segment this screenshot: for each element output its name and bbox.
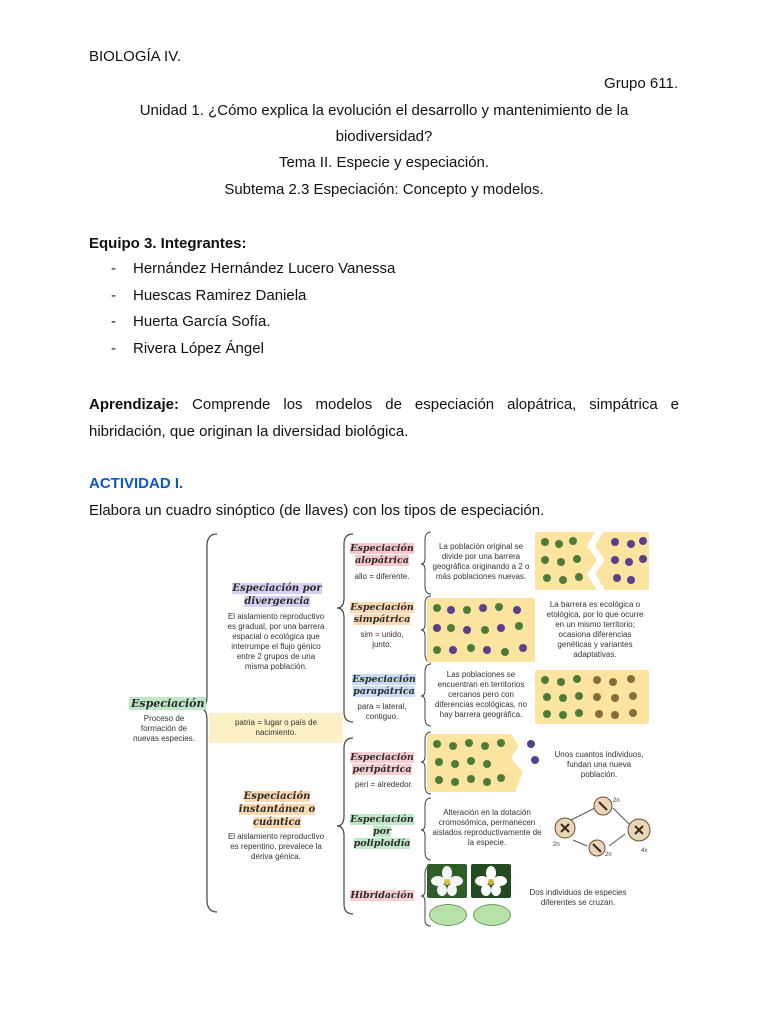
list-item: [89, 312, 395, 339]
flower-icon: [427, 864, 467, 898]
parapatrica-population-image: [535, 670, 649, 724]
simpatrica-desc-line: adaptativas.: [573, 650, 617, 659]
learning-line-1: [89, 395, 679, 415]
simpatrica-desc-line: ocasiona diferencias: [558, 630, 632, 639]
patria-note-line: patria = lugar o país de: [234, 718, 318, 727]
parapatrica-etym-line: para = lateral,: [357, 702, 407, 711]
parapatrica-desc-line: encuentran en territorios: [437, 680, 525, 689]
parapatrica-desc-line: cercanos pero con: [448, 690, 514, 699]
root-desc-line: nuevas especies.: [133, 734, 195, 743]
poliploidia-cells-image: [553, 796, 653, 858]
list-item: [89, 259, 395, 286]
flower-image-1: [427, 864, 467, 898]
member-name: Rivera López Ángel: [133, 339, 264, 357]
learning-text-1: Comprende los modelos de especiación alopátrica, simpátrica e: [192, 396, 679, 413]
poliploidia-desc: [425, 808, 549, 848]
divergence-desc-line: interrumpe el flujo génico: [231, 642, 321, 651]
simpatrica-desc-line: La barrera es ecológica o: [549, 600, 641, 609]
parapatrica-desc: [429, 670, 533, 720]
parapatrica-title: [347, 674, 421, 698]
root-desc-line: formación de: [140, 724, 188, 733]
instant-desc: [209, 832, 343, 862]
peripatrica-desc-line: población.: [580, 770, 618, 779]
member-list: [89, 259, 395, 365]
alopatrica-title: [347, 543, 417, 567]
peripatrica-desc: [545, 750, 653, 780]
simpatrica-population-image: [427, 598, 535, 662]
seed-image-2: [473, 904, 511, 926]
subtopic-line: Subtema 2.3 Especiación: Concepto y modelos.: [224, 181, 544, 198]
poliploidia-title-line: Especiación: [350, 814, 414, 825]
simpatrica-title: [347, 602, 417, 626]
root-title: Especiación: [131, 697, 205, 710]
peripatrica-title: [347, 752, 417, 776]
bullet-dash: -: [111, 313, 116, 330]
alopatrica-population-image: [535, 532, 649, 590]
flower-icon: [471, 864, 511, 898]
population-dots: [427, 598, 535, 662]
parapatrica-etym-line: contiguo.: [365, 712, 399, 721]
member-name: Huerta García Sofía.: [133, 313, 271, 330]
learning-label: Aprendizaje:: [89, 396, 180, 413]
population-dots: [535, 532, 649, 590]
poliploidia-desc-line: Alteración en la dotación: [443, 808, 531, 817]
peripatrica-etym: peri = alrededor.: [354, 780, 414, 789]
divergence-title: [217, 582, 337, 608]
hibridacion-desc-line: diferentes se cruzan.: [540, 898, 616, 907]
instant-title-line: Especiación: [243, 791, 311, 802]
learning-line-2: hibridación, que originan la diversidad biológica.: [89, 423, 409, 440]
parapatrica-desc-line: hay barrera geográfica.: [439, 710, 523, 719]
member-name: Huescas Ramirez Daniela: [133, 286, 307, 304]
group-label: Grupo 611.: [604, 75, 678, 92]
simpatrica-desc-line: etológica, por lo que ocurre: [546, 610, 644, 619]
parapatrica-etym: [343, 702, 421, 722]
parapatrica-title-line: Especiación: [352, 674, 416, 685]
hibridacion-desc: [523, 888, 633, 908]
unit-line-1: Unidad 1. ¿Cómo explica la evolución el desarrollo y mantenimiento de la: [139, 102, 629, 119]
divergence-desc-line: es gradual, por una barrera: [227, 622, 325, 631]
divergence-desc: [209, 612, 343, 672]
divergence-desc-line: El aislamiento reproductivo: [227, 612, 325, 621]
cell-diagram: [553, 796, 653, 858]
alopatrica-etym: allo = diferente.: [354, 572, 410, 581]
ploidy-label: 4x: [641, 848, 648, 854]
poliploidia-title: [347, 814, 417, 850]
simpatrica-desc: [537, 600, 653, 660]
flower-image-2: [471, 864, 511, 898]
alopatrica-title-line: Especiación: [350, 543, 414, 554]
patria-note: [209, 713, 343, 743]
poliploidia-desc-line: aislados reproductivamente de: [432, 828, 542, 837]
patria-note-line: nacimiento.: [255, 728, 297, 737]
instant-title: [217, 790, 337, 829]
subject-title: BIOLOGÍA IV.: [89, 48, 181, 65]
simpatrica-etym-line: sim = unido,: [360, 630, 404, 639]
alopatrica-desc-line: geográfica originando a 2 o: [432, 562, 530, 571]
topic-line: Tema II. Especie y especiación.: [278, 154, 490, 171]
parapatrica-desc-line: Las poblaciones se: [446, 670, 516, 679]
alopatrica-desc-line: más poblaciones nuevas.: [435, 572, 527, 581]
list-item: [89, 286, 395, 313]
alopatrica-desc-line: divide por una barrera: [441, 552, 521, 561]
divergence-title-line: divergencia: [244, 596, 310, 607]
root-desc-line: Proceso de: [143, 714, 185, 723]
ploidy-label: 2n: [605, 852, 612, 858]
simpatrica-etym-line: junto.: [372, 640, 392, 649]
simpatrica-desc-line: genéticas y variantes: [557, 640, 633, 649]
instant-desc-line: deriva génica.: [251, 852, 301, 861]
activity-title: ACTIVIDAD I.: [89, 475, 184, 492]
team-heading: Equipo 3. Integrantes:: [89, 235, 247, 252]
peripatrica-title-line: Especiación: [350, 752, 414, 763]
poliploidia-desc-line: la especie.: [467, 838, 507, 847]
parapatrica-title-line: parapátrica: [353, 686, 415, 697]
divergence-title-line: Especiación por: [232, 583, 322, 594]
instant-title-line: instantánea o: [238, 804, 316, 815]
divergence-desc-line: espacial o ecológica que: [232, 632, 320, 641]
instant-title-line: cuántica: [252, 817, 302, 828]
peripatrica-title-line: peripátrica: [352, 764, 412, 775]
peripatrica-population-image: [427, 734, 545, 792]
alopatrica-title-line: alopátrica: [355, 555, 409, 566]
ploidy-label: 2n: [553, 842, 560, 848]
hibridacion-desc-line: Dos individuos de especies: [529, 888, 627, 897]
speciation-diagram: [125, 528, 655, 928]
simpatrica-title-line: Especiación: [350, 602, 414, 613]
alopatrica-desc-line: La población original se: [438, 542, 524, 551]
bullet-dash: -: [111, 286, 116, 304]
peripatrica-desc-line: Unos cuantos individuos,: [554, 750, 644, 759]
simpatrica-etym: [343, 630, 421, 650]
divergence-desc-line: misma población.: [244, 662, 308, 671]
parapatrica-desc-line: diferencias ecológicas, no: [434, 700, 528, 709]
bullet-dash: -: [111, 339, 116, 357]
ploidy-label: 2n: [613, 798, 620, 804]
root-desc: [125, 714, 203, 744]
list-item: [89, 339, 395, 366]
instant-desc-line: es repentino, prevalece la: [230, 842, 322, 851]
instant-desc-line: El aislamiento reproductivo: [227, 832, 325, 841]
hibridacion-title-text: Hibridación: [350, 890, 414, 901]
alopatrica-desc: [429, 542, 533, 582]
population-dots: [427, 734, 545, 792]
peripatrica-desc-line: fundan una nueva: [566, 760, 632, 769]
divergence-desc-line: entre 2 grupos de una: [236, 652, 316, 661]
bullet-dash: -: [111, 260, 116, 277]
poliploidia-desc-line: cromosómica, permanecen: [438, 818, 536, 827]
simpatrica-desc-line: en un mismo territorio;: [555, 620, 635, 629]
member-name: Hernández Hernández Lucero Vanessa: [133, 260, 396, 277]
simpatrica-title-line: simpátrica: [353, 614, 411, 625]
hibridacion-title: [347, 890, 417, 902]
poliploidia-title-line: poliploidía: [353, 838, 411, 849]
seed-image-1: [429, 904, 467, 926]
poliploidia-title-line: por: [373, 826, 391, 837]
unit-line-2: biodiversidad?: [335, 128, 433, 145]
population-dots: [535, 670, 649, 724]
activity-instruction: Elabora un cuadro sinóptico (de llaves) con los tipos de especiación.: [89, 502, 545, 519]
